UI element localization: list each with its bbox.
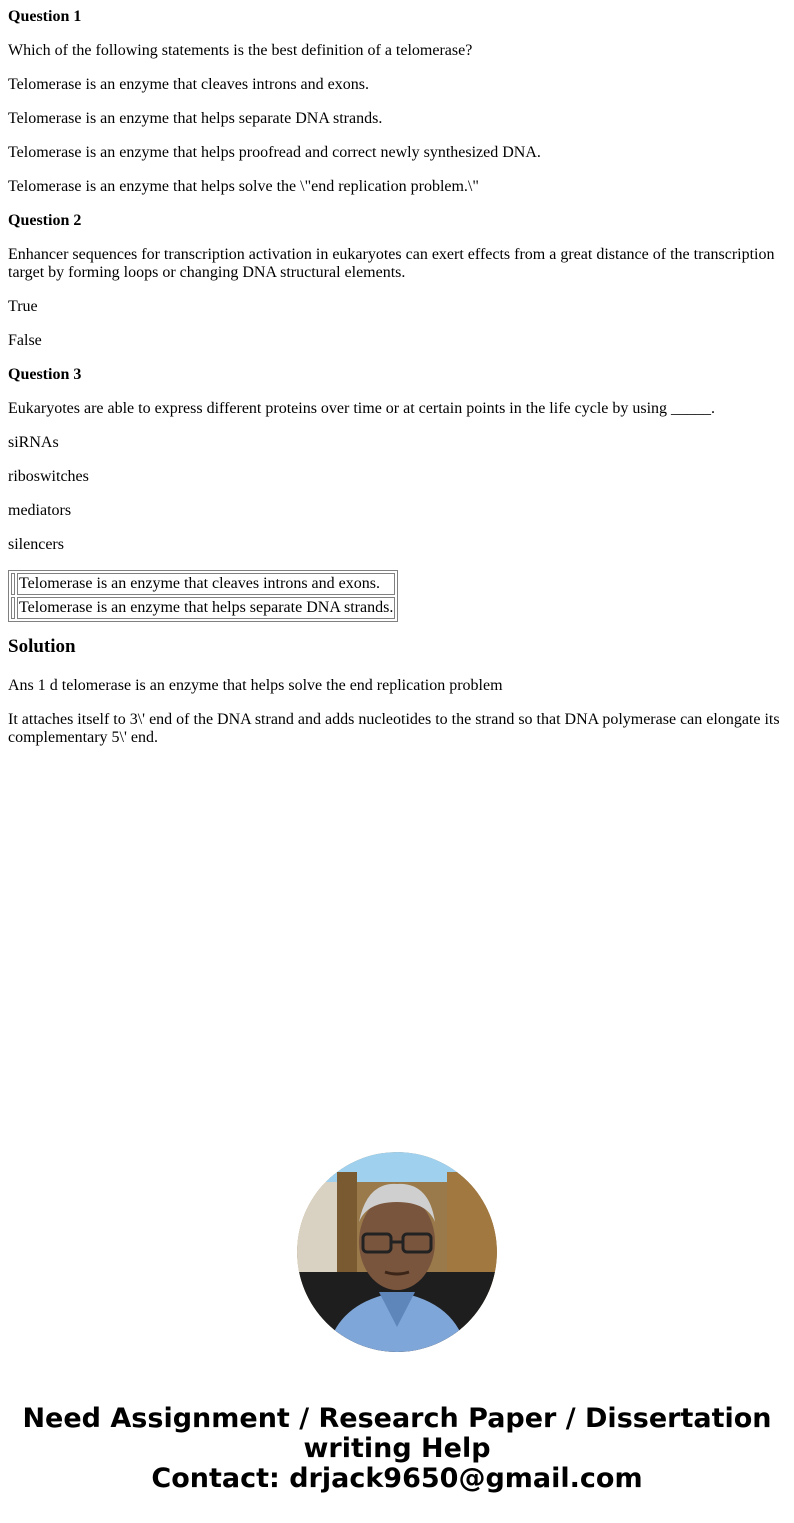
table-cell-empty (11, 573, 15, 595)
question-prompt: Enhancer sequences for transcription activation in eukaryotes can exert effects from a great distance of the transcription target by forming loops or changing DNA structural elements. (8, 246, 775, 281)
solution-heading: Solution (8, 636, 76, 657)
table-row (11, 597, 395, 619)
promo-footer (0, 1152, 794, 1494)
question-1 (8, 8, 786, 196)
avatar (297, 1152, 497, 1352)
question-title: Question 1 (8, 8, 82, 25)
answer-table (8, 570, 398, 622)
promo-text (0, 1404, 794, 1494)
answer-option: False (8, 332, 42, 349)
table-row (11, 573, 395, 595)
solution-paragraph: It attaches itself to 3\' end of the DNA strand and adds nucleotides to the strand so that DNA polymerase can elongate its complementary 5\' end. (8, 711, 780, 746)
question-3 (8, 366, 786, 554)
document-body (8, 8, 786, 763)
question-title: Question 3 (8, 366, 82, 383)
answer-option: riboswitches (8, 468, 89, 485)
question-prompt: Eukaryotes are able to express different proteins over time or at certain points in the life cycle by using _____. (8, 400, 716, 417)
answer-option: mediators (8, 502, 72, 519)
answer-option: Telomerase is an enzyme that cleaves introns and exons. (8, 76, 369, 93)
answer-option: siRNAs (8, 434, 59, 451)
answer-option: Telomerase is an enzyme that helps proofread and correct newly synthesized DNA. (8, 144, 541, 161)
answer-option: Telomerase is an enzyme that helps separate DNA strands. (8, 110, 383, 127)
answer-option: Telomerase is an enzyme that helps solve the \"end replication problem.\" (8, 178, 479, 195)
table-cell: Telomerase is an enzyme that helps separate DNA strands. (17, 597, 395, 619)
table-cell: Telomerase is an enzyme that cleaves introns and exons. (17, 573, 395, 595)
promo-line: writing Help (303, 1433, 491, 1464)
question-title: Question 2 (8, 212, 82, 229)
question-2 (8, 212, 786, 350)
solution-paragraph: Ans 1 d telomerase is an enzyme that helps solve the end replication problem (8, 677, 503, 694)
answer-option: True (8, 298, 38, 315)
promo-line: Need Assignment / Research Paper / Dissertation (22, 1403, 772, 1434)
answer-option: silencers (8, 536, 64, 553)
question-prompt: Which of the following statements is the best definition of a telomerase? (8, 42, 473, 59)
table-cell-empty (11, 597, 15, 619)
promo-contact: Contact: drjack9650@gmail.com (151, 1463, 643, 1494)
